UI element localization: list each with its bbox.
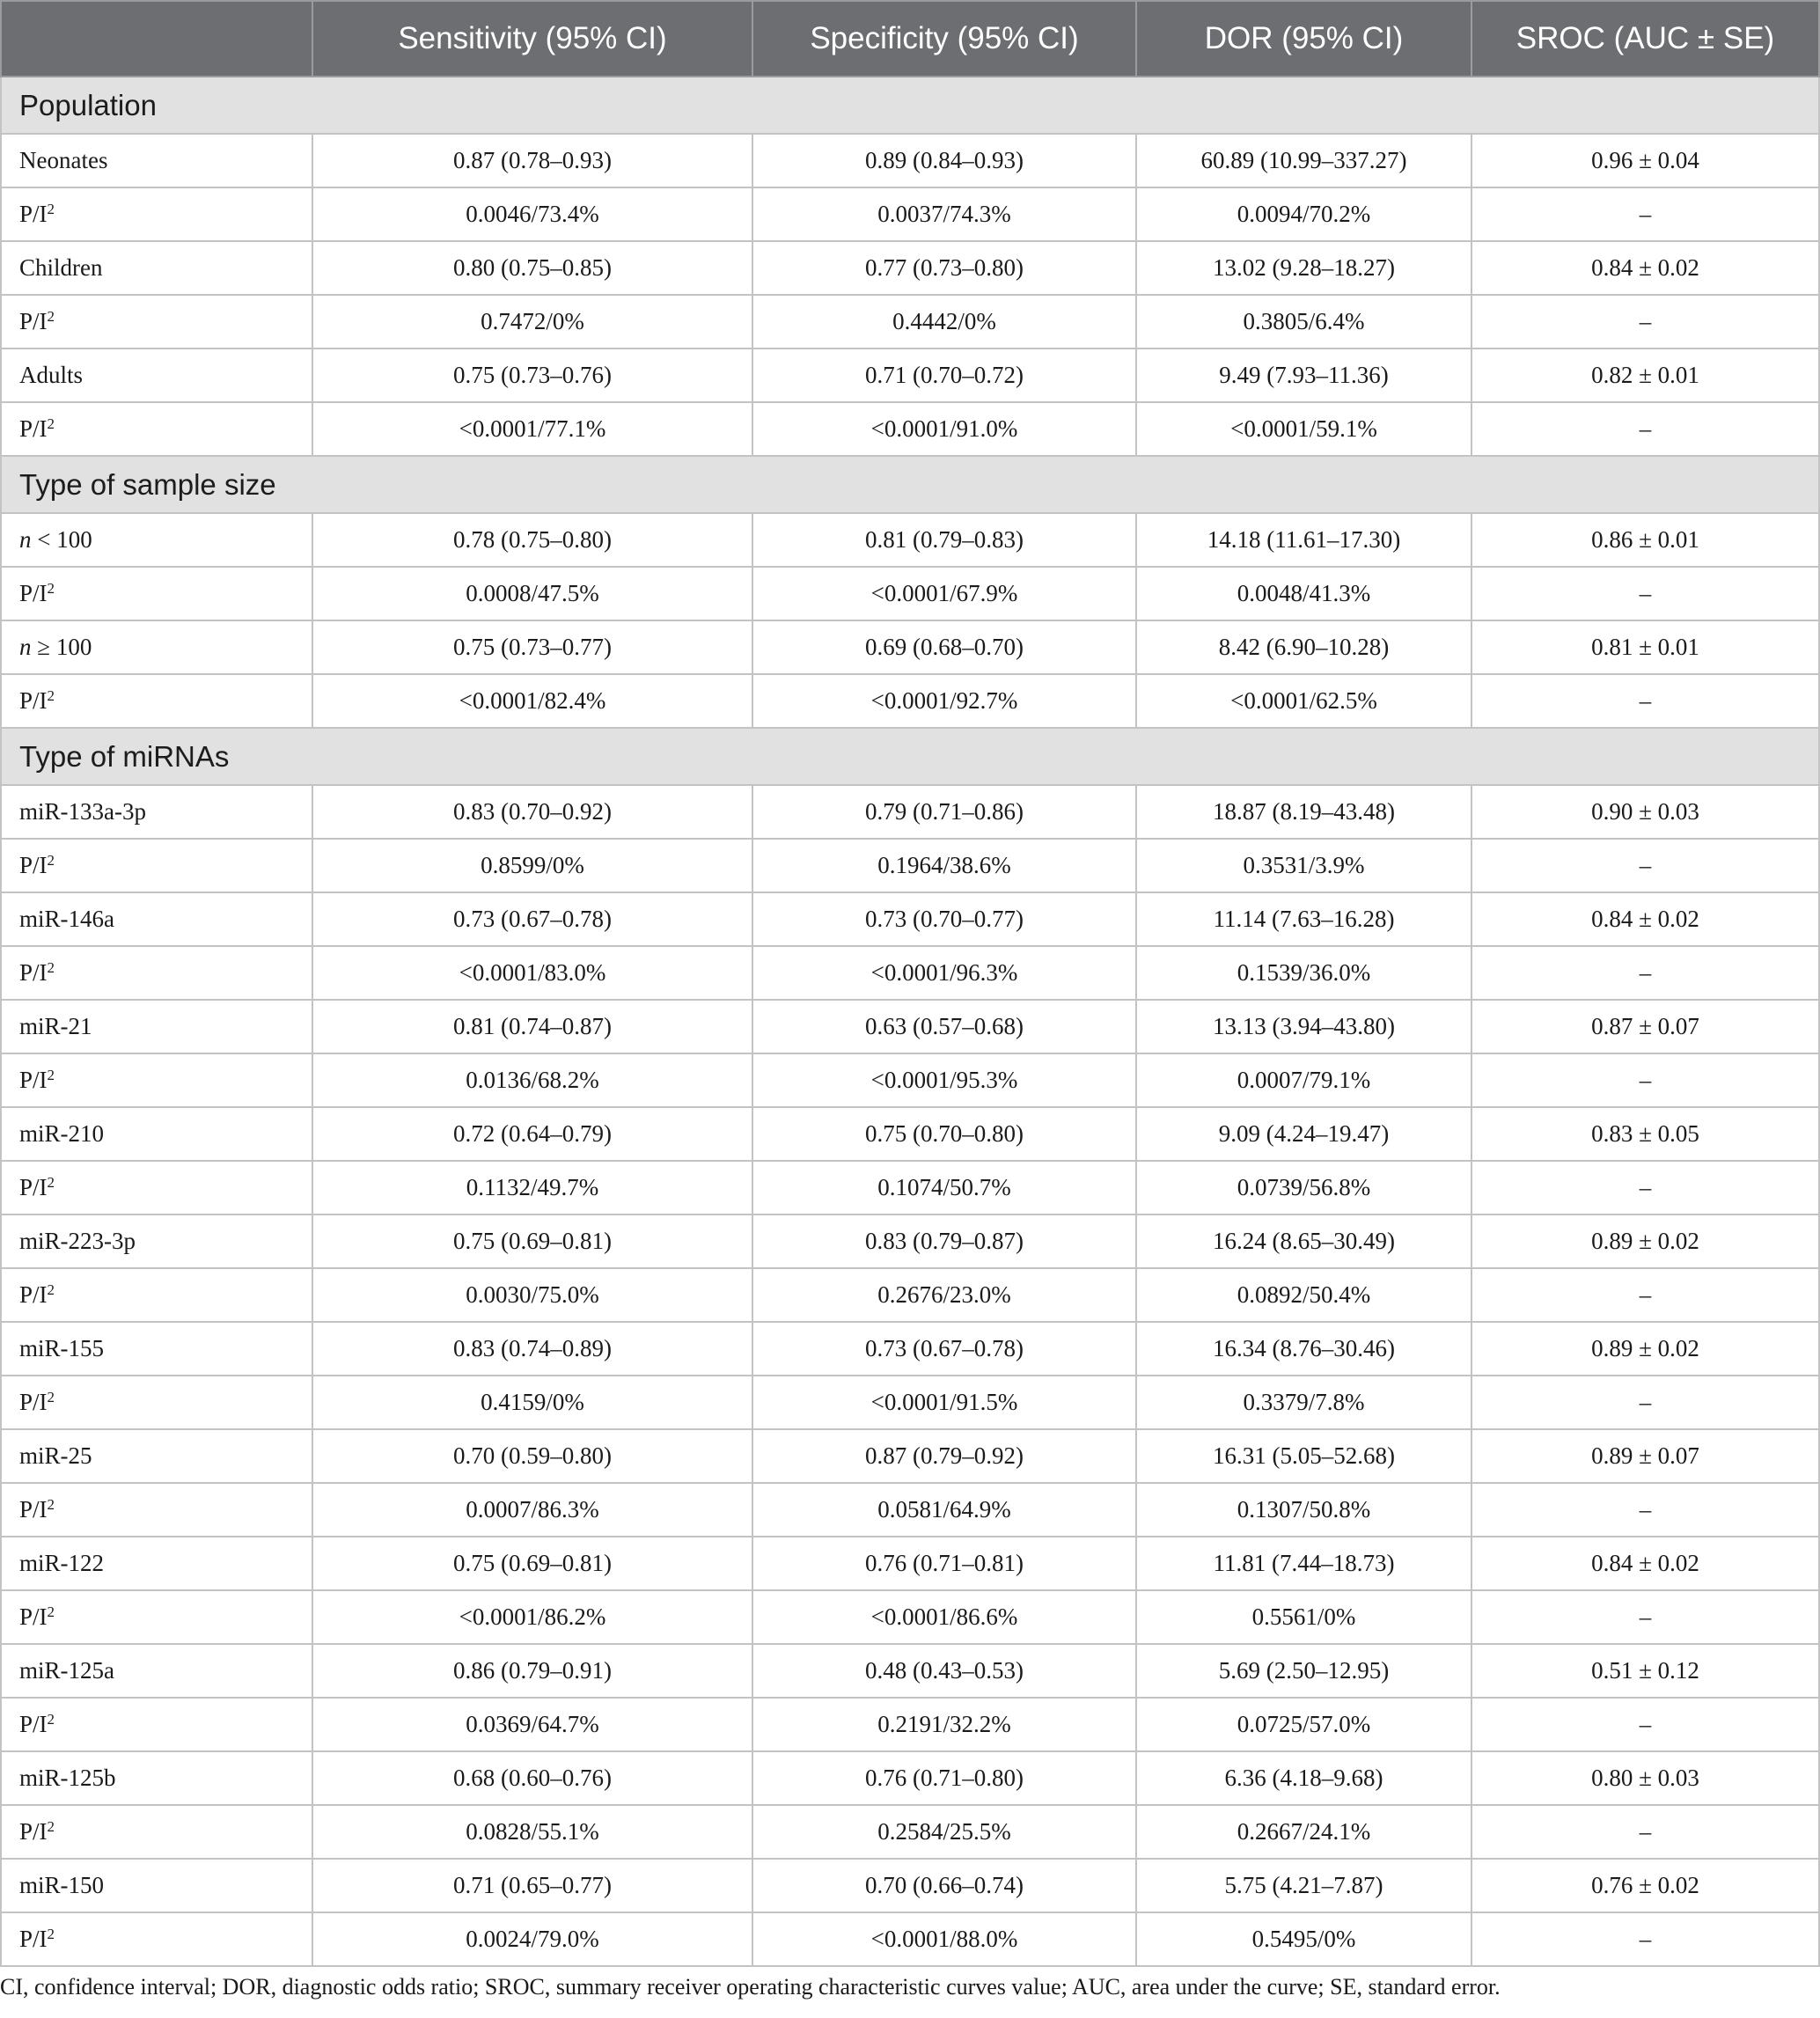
- cell-specificity: <0.0001/92.7%: [752, 674, 1136, 728]
- table-row: [1, 1161, 1819, 1214]
- cell-specificity: 0.0037/74.3%: [752, 187, 1136, 241]
- cell-sroc: 0.89 ± 0.02: [1471, 1322, 1819, 1376]
- cell-sroc: –: [1471, 295, 1819, 349]
- table-row: [1, 1859, 1819, 1912]
- cell-specificity: 0.1074/50.7%: [752, 1161, 1136, 1214]
- cell-sroc: 0.89 ± 0.07: [1471, 1429, 1819, 1483]
- cell-dor: 0.0007/79.1%: [1136, 1053, 1471, 1107]
- cell-specificity: 0.69 (0.68–0.70): [752, 620, 1136, 674]
- cell-sroc: –: [1471, 839, 1819, 892]
- table-row: [1, 1429, 1819, 1483]
- row-label: miR-223-3p: [1, 1214, 312, 1268]
- cell-sroc: 0.82 ± 0.01: [1471, 349, 1819, 402]
- table-row: [1, 402, 1819, 456]
- cell-sensitivity: 0.75 (0.73–0.77): [312, 620, 752, 674]
- cell-specificity: <0.0001/96.3%: [752, 946, 1136, 1000]
- cell-sroc: –: [1471, 402, 1819, 456]
- cell-sensitivity: 0.83 (0.74–0.89): [312, 1322, 752, 1376]
- table-row: [1, 187, 1819, 241]
- table-footnote: CI, confidence interval; DOR, diagnostic odds ratio; SROC, summary receiver operating characteristic curves value; AUC, area under the curve; SE, standard error.: [0, 1974, 1501, 2000]
- table-body: [1, 77, 1819, 1966]
- cell-specificity: 0.81 (0.79–0.83): [752, 513, 1136, 567]
- cell-dor: 13.02 (9.28–18.27): [1136, 241, 1471, 295]
- cell-sensitivity: 0.87 (0.78–0.93): [312, 134, 752, 187]
- row-label: $P/I^2$: [1, 946, 312, 1000]
- header-sroc: SROC (AUC ± SE): [1471, 1, 1819, 77]
- table-row: [1, 1751, 1819, 1805]
- row-label: $P/I^2$: [1, 674, 312, 728]
- cell-specificity: <0.0001/91.5%: [752, 1376, 1136, 1429]
- cell-dor: 9.09 (4.24–19.47): [1136, 1107, 1471, 1161]
- cell-dor: 0.0725/57.0%: [1136, 1698, 1471, 1751]
- cell-specificity: <0.0001/86.6%: [752, 1590, 1136, 1644]
- table-row: [1, 839, 1819, 892]
- cell-sensitivity: 0.83 (0.70–0.92): [312, 785, 752, 839]
- table-row: [1, 1644, 1819, 1698]
- row-label: $P/I^2$: [1, 402, 312, 456]
- table-row: [1, 1912, 1819, 1966]
- cell-dor: 16.34 (8.76–30.46): [1136, 1322, 1471, 1376]
- cell-sensitivity: 0.0369/64.7%: [312, 1698, 752, 1751]
- cell-sroc: 0.84 ± 0.02: [1471, 241, 1819, 295]
- table-row: [1, 1698, 1819, 1751]
- cell-dor: 14.18 (11.61–17.30): [1136, 513, 1471, 567]
- row-label: $P/I^2$: [1, 839, 312, 892]
- row-label: Adults: [1, 349, 312, 402]
- header-dor: DOR (95% CI): [1136, 1, 1471, 77]
- table-row: [1, 1805, 1819, 1859]
- table-row: [1, 567, 1819, 620]
- table-row: [1, 1214, 1819, 1268]
- cell-dor: 60.89 (10.99–337.27): [1136, 134, 1471, 187]
- cell-sensitivity: 0.81 (0.74–0.87): [312, 1000, 752, 1053]
- cell-dor: <0.0001/59.1%: [1136, 402, 1471, 456]
- table-row: [1, 1537, 1819, 1590]
- cell-sensitivity: 0.80 (0.75–0.85): [312, 241, 752, 295]
- cell-specificity: 0.76 (0.71–0.80): [752, 1751, 1136, 1805]
- row-label: miR-125a: [1, 1644, 312, 1698]
- cell-dor: 9.49 (7.93–11.36): [1136, 349, 1471, 402]
- cell-sroc: 0.89 ± 0.02: [1471, 1214, 1819, 1268]
- row-label: miR-133a-3p: [1, 785, 312, 839]
- row-label: $P/I^2$: [1, 1805, 312, 1859]
- table-row: [1, 620, 1819, 674]
- cell-sensitivity: 0.0136/68.2%: [312, 1053, 752, 1107]
- cell-dor: 13.13 (3.94–43.80): [1136, 1000, 1471, 1053]
- table-row: [1, 892, 1819, 946]
- cell-sroc: 0.84 ± 0.02: [1471, 1537, 1819, 1590]
- cell-specificity: 0.2584/25.5%: [752, 1805, 1136, 1859]
- cell-sroc: –: [1471, 1376, 1819, 1429]
- cell-sroc: 0.51 ± 0.12: [1471, 1644, 1819, 1698]
- cell-sroc: 0.80 ± 0.03: [1471, 1751, 1819, 1805]
- header-sensitivity: Sensitivity (95% CI): [312, 1, 752, 77]
- header-row: [1, 1, 1819, 77]
- section-header-row: [1, 728, 1819, 785]
- cell-sroc: –: [1471, 1268, 1819, 1322]
- cell-dor: 16.31 (5.05–52.68): [1136, 1429, 1471, 1483]
- cell-sensitivity: 0.0828/55.1%: [312, 1805, 752, 1859]
- cell-specificity: <0.0001/67.9%: [752, 567, 1136, 620]
- row-label: $P/I^2$: [1, 1268, 312, 1322]
- section-header-row: [1, 456, 1819, 513]
- row-label: miR-146a: [1, 892, 312, 946]
- row-label: n < 100: [1, 513, 312, 567]
- cell-specificity: 0.2676/23.0%: [752, 1268, 1136, 1322]
- row-label: miR-21: [1, 1000, 312, 1053]
- cell-dor: 0.3379/7.8%: [1136, 1376, 1471, 1429]
- cell-dor: 18.87 (8.19–43.48): [1136, 785, 1471, 839]
- row-label: Neonates: [1, 134, 312, 187]
- cell-sroc: 0.83 ± 0.05: [1471, 1107, 1819, 1161]
- cell-dor: 0.0094/70.2%: [1136, 187, 1471, 241]
- cell-dor: 0.0048/41.3%: [1136, 567, 1471, 620]
- cell-sroc: –: [1471, 567, 1819, 620]
- row-label: miR-25: [1, 1429, 312, 1483]
- cell-sensitivity: 0.0030/75.0%: [312, 1268, 752, 1322]
- cell-sensitivity: <0.0001/77.1%: [312, 402, 752, 456]
- cell-sensitivity: 0.73 (0.67–0.78): [312, 892, 752, 946]
- cell-sensitivity: 0.1132/49.7%: [312, 1161, 752, 1214]
- row-label: miR-155: [1, 1322, 312, 1376]
- cell-specificity: 0.1964/38.6%: [752, 839, 1136, 892]
- table-row: [1, 785, 1819, 839]
- cell-dor: 0.1307/50.8%: [1136, 1483, 1471, 1537]
- cell-sensitivity: 0.7472/0%: [312, 295, 752, 349]
- section-title: Type of miRNAs: [1, 728, 1819, 785]
- cell-sensitivity: 0.70 (0.59–0.80): [312, 1429, 752, 1483]
- cell-specificity: 0.75 (0.70–0.80): [752, 1107, 1136, 1161]
- cell-sroc: –: [1471, 1483, 1819, 1537]
- row-label: $P/I^2$: [1, 1053, 312, 1107]
- cell-sroc: –: [1471, 1805, 1819, 1859]
- cell-specificity: <0.0001/95.3%: [752, 1053, 1136, 1107]
- cell-specificity: <0.0001/91.0%: [752, 402, 1136, 456]
- table-row: [1, 946, 1819, 1000]
- table-row: [1, 295, 1819, 349]
- row-label: miR-122: [1, 1537, 312, 1590]
- cell-specificity: 0.0581/64.9%: [752, 1483, 1136, 1537]
- cell-specificity: 0.4442/0%: [752, 295, 1136, 349]
- header-empty: [1, 1, 312, 77]
- row-label: $P/I^2$: [1, 187, 312, 241]
- row-label: Children: [1, 241, 312, 295]
- table-row: [1, 1053, 1819, 1107]
- cell-sroc: –: [1471, 674, 1819, 728]
- cell-sroc: 0.96 ± 0.04: [1471, 134, 1819, 187]
- cell-dor: 0.5561/0%: [1136, 1590, 1471, 1644]
- cell-specificity: 0.48 (0.43–0.53): [752, 1644, 1136, 1698]
- cell-specificity: 0.83 (0.79–0.87): [752, 1214, 1136, 1268]
- cell-sensitivity: 0.0046/73.4%: [312, 187, 752, 241]
- cell-sensitivity: 0.71 (0.65–0.77): [312, 1859, 752, 1912]
- header-specificity: Specificity (95% CI): [752, 1, 1136, 77]
- cell-dor: 11.14 (7.63–16.28): [1136, 892, 1471, 946]
- cell-sensitivity: 0.75 (0.73–0.76): [312, 349, 752, 402]
- row-label: $P/I^2$: [1, 1590, 312, 1644]
- section-title: Population: [1, 77, 1819, 134]
- cell-sroc: –: [1471, 946, 1819, 1000]
- row-label: $P/I^2$: [1, 295, 312, 349]
- table-row: [1, 241, 1819, 295]
- table-row: [1, 349, 1819, 402]
- table-row: [1, 1322, 1819, 1376]
- table-row: [1, 1590, 1819, 1644]
- row-label: $P/I^2$: [1, 1912, 312, 1966]
- table-row: [1, 1268, 1819, 1322]
- table-row: [1, 1376, 1819, 1429]
- row-label: $P/I^2$: [1, 567, 312, 620]
- cell-sensitivity: 0.8599/0%: [312, 839, 752, 892]
- cell-sroc: 0.90 ± 0.03: [1471, 785, 1819, 839]
- cell-dor: 6.36 (4.18–9.68): [1136, 1751, 1471, 1805]
- cell-dor: 0.3531/3.9%: [1136, 839, 1471, 892]
- cell-specificity: 0.71 (0.70–0.72): [752, 349, 1136, 402]
- row-label: n ≥ 100: [1, 620, 312, 674]
- cell-sroc: 0.87 ± 0.07: [1471, 1000, 1819, 1053]
- cell-sensitivity: 0.4159/0%: [312, 1376, 752, 1429]
- cell-sroc: –: [1471, 1161, 1819, 1214]
- cell-dor: <0.0001/62.5%: [1136, 674, 1471, 728]
- row-label: $P/I^2$: [1, 1698, 312, 1751]
- row-label: miR-210: [1, 1107, 312, 1161]
- table-row: [1, 1000, 1819, 1053]
- cell-specificity: 0.89 (0.84–0.93): [752, 134, 1136, 187]
- table-row: [1, 674, 1819, 728]
- cell-dor: 0.0892/50.4%: [1136, 1268, 1471, 1322]
- cell-sroc: 0.84 ± 0.02: [1471, 892, 1819, 946]
- cell-sensitivity: 0.0008/47.5%: [312, 567, 752, 620]
- cell-sensitivity: 0.75 (0.69–0.81): [312, 1214, 752, 1268]
- cell-dor: 5.75 (4.21–7.87): [1136, 1859, 1471, 1912]
- row-label: miR-125b: [1, 1751, 312, 1805]
- cell-sroc: –: [1471, 1698, 1819, 1751]
- cell-specificity: 0.2191/32.2%: [752, 1698, 1136, 1751]
- cell-specificity: 0.77 (0.73–0.80): [752, 241, 1136, 295]
- cell-specificity: 0.73 (0.70–0.77): [752, 892, 1136, 946]
- cell-dor: 16.24 (8.65–30.49): [1136, 1214, 1471, 1268]
- cell-sensitivity: 0.0007/86.3%: [312, 1483, 752, 1537]
- cell-dor: 0.1539/36.0%: [1136, 946, 1471, 1000]
- cell-sroc: –: [1471, 187, 1819, 241]
- cell-sensitivity: 0.72 (0.64–0.79): [312, 1107, 752, 1161]
- cell-dor: 5.69 (2.50–12.95): [1136, 1644, 1471, 1698]
- row-label: $P/I^2$: [1, 1161, 312, 1214]
- table-row: [1, 1107, 1819, 1161]
- cell-sroc: –: [1471, 1053, 1819, 1107]
- cell-sensitivity: 0.0024/79.0%: [312, 1912, 752, 1966]
- cell-sensitivity: 0.86 (0.79–0.91): [312, 1644, 752, 1698]
- cell-sensitivity: <0.0001/82.4%: [312, 674, 752, 728]
- cell-sensitivity: 0.78 (0.75–0.80): [312, 513, 752, 567]
- cell-specificity: 0.73 (0.67–0.78): [752, 1322, 1136, 1376]
- table-row: [1, 134, 1819, 187]
- cell-specificity: <0.0001/88.0%: [752, 1912, 1136, 1966]
- cell-dor: 8.42 (6.90–10.28): [1136, 620, 1471, 674]
- cell-specificity: 0.70 (0.66–0.74): [752, 1859, 1136, 1912]
- cell-dor: 0.0739/56.8%: [1136, 1161, 1471, 1214]
- cell-dor: 0.2667/24.1%: [1136, 1805, 1471, 1859]
- row-label: $P/I^2$: [1, 1483, 312, 1537]
- cell-sroc: 0.76 ± 0.02: [1471, 1859, 1819, 1912]
- cell-sroc: 0.81 ± 0.01: [1471, 620, 1819, 674]
- cell-specificity: 0.79 (0.71–0.86): [752, 785, 1136, 839]
- table-row: [1, 513, 1819, 567]
- cell-dor: 11.81 (7.44–18.73): [1136, 1537, 1471, 1590]
- row-label: miR-150: [1, 1859, 312, 1912]
- row-label: $P/I^2$: [1, 1376, 312, 1429]
- cell-sroc: –: [1471, 1590, 1819, 1644]
- section-header-row: [1, 77, 1819, 134]
- cell-sroc: –: [1471, 1912, 1819, 1966]
- cell-specificity: 0.76 (0.71–0.81): [752, 1537, 1136, 1590]
- cell-sensitivity: <0.0001/83.0%: [312, 946, 752, 1000]
- cell-sensitivity: 0.68 (0.60–0.76): [312, 1751, 752, 1805]
- cell-dor: 0.5495/0%: [1136, 1912, 1471, 1966]
- cell-specificity: 0.87 (0.79–0.92): [752, 1429, 1136, 1483]
- cell-dor: 0.3805/6.4%: [1136, 295, 1471, 349]
- cell-sensitivity: 0.75 (0.69–0.81): [312, 1537, 752, 1590]
- cell-sensitivity: <0.0001/86.2%: [312, 1590, 752, 1644]
- cell-sroc: 0.86 ± 0.01: [1471, 513, 1819, 567]
- cell-specificity: 0.63 (0.57–0.68): [752, 1000, 1136, 1053]
- table-row: [1, 1483, 1819, 1537]
- section-title: Type of sample size: [1, 456, 1819, 513]
